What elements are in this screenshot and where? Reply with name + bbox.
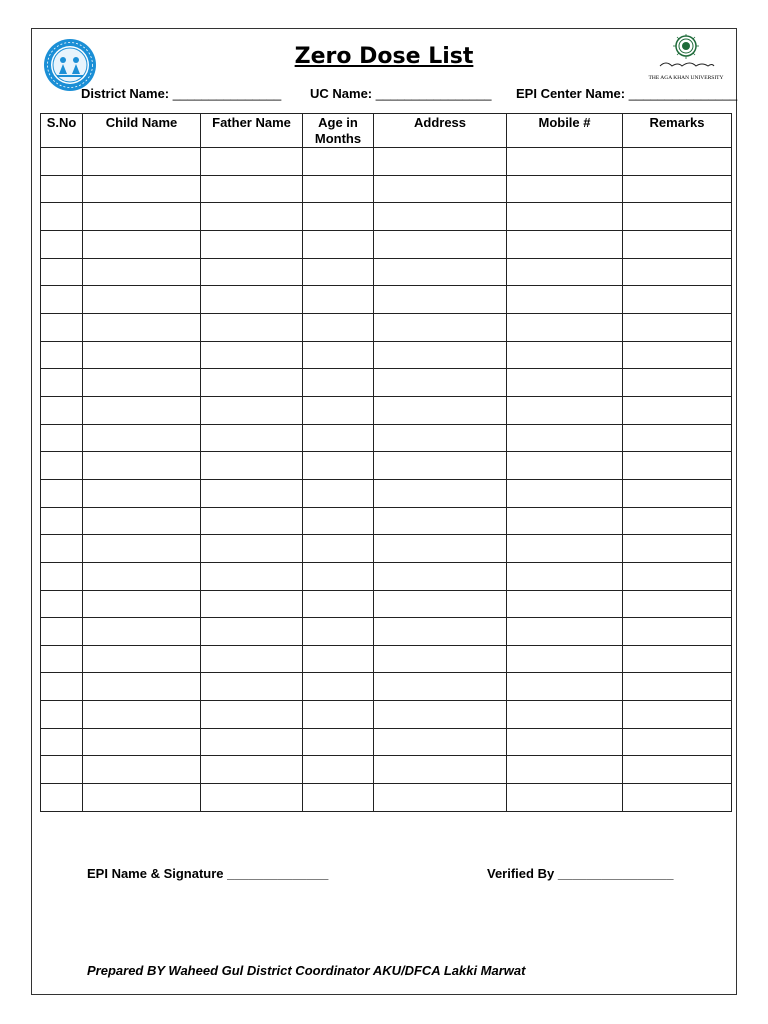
table-row [41, 507, 732, 535]
table-cell[interactable] [374, 756, 507, 784]
table-cell[interactable] [374, 618, 507, 646]
table-header-row [41, 114, 732, 148]
table-cell[interactable] [507, 258, 623, 286]
epi-center-label: EPI Center Name: [516, 86, 626, 101]
table-cell[interactable] [374, 175, 507, 203]
page-title: Zero Dose List [294, 44, 474, 69]
epi-signature-field[interactable] [87, 866, 328, 881]
col-header-mobile: Mobile # [507, 114, 623, 148]
table-cell[interactable] [303, 203, 374, 231]
table-cell[interactable] [83, 618, 201, 646]
table-cell[interactable] [303, 286, 374, 314]
table-cell[interactable] [41, 618, 83, 646]
table-cell[interactable] [41, 590, 83, 618]
table-cell[interactable] [41, 203, 83, 231]
table-cell[interactable] [507, 701, 623, 729]
table-cell[interactable] [374, 452, 507, 480]
verified-by-label: Verified By [487, 866, 555, 881]
table-row [41, 424, 732, 452]
table-cell[interactable] [41, 507, 83, 535]
table-cell[interactable] [507, 203, 623, 231]
zero-dose-table [40, 113, 732, 812]
table-cell[interactable] [303, 369, 374, 397]
table-cell[interactable] [507, 452, 623, 480]
table-cell[interactable] [201, 369, 303, 397]
table-body [41, 148, 732, 812]
table-cell[interactable] [374, 230, 507, 258]
table-cell[interactable] [303, 507, 374, 535]
table-cell[interactable] [41, 258, 83, 286]
table-cell[interactable] [623, 507, 732, 535]
col-header-age: Age in Months [303, 114, 374, 148]
table-cell[interactable] [303, 175, 374, 203]
table-row [41, 313, 732, 341]
table-cell[interactable] [303, 396, 374, 424]
table-cell[interactable] [623, 230, 732, 258]
table-cell[interactable] [83, 286, 201, 314]
table-cell[interactable] [623, 590, 732, 618]
table-cell[interactable] [41, 728, 83, 756]
table-cell[interactable] [507, 175, 623, 203]
table-cell[interactable] [83, 784, 201, 812]
table-cell[interactable] [41, 230, 83, 258]
table-cell[interactable] [623, 618, 732, 646]
table-cell[interactable] [374, 590, 507, 618]
table-row [41, 618, 732, 646]
table-cell[interactable] [41, 424, 83, 452]
table-cell[interactable] [623, 369, 732, 397]
table-row [41, 645, 732, 673]
table-cell[interactable] [83, 756, 201, 784]
table-cell[interactable] [83, 701, 201, 729]
table-cell[interactable] [507, 424, 623, 452]
table-cell[interactable] [83, 230, 201, 258]
table-cell[interactable] [623, 535, 732, 563]
table-row [41, 479, 732, 507]
table-cell[interactable] [201, 562, 303, 590]
table-cell[interactable] [303, 673, 374, 701]
table-cell[interactable] [201, 645, 303, 673]
table-cell[interactable] [83, 313, 201, 341]
table-cell[interactable] [303, 756, 374, 784]
table-cell[interactable] [83, 396, 201, 424]
table-cell[interactable] [374, 728, 507, 756]
table-cell[interactable] [623, 258, 732, 286]
table-cell[interactable] [201, 452, 303, 480]
table-cell[interactable] [201, 590, 303, 618]
table-cell[interactable] [374, 507, 507, 535]
table-cell[interactable] [303, 424, 374, 452]
table-cell[interactable] [303, 479, 374, 507]
table-cell[interactable] [41, 701, 83, 729]
table-cell[interactable] [623, 341, 732, 369]
table-cell[interactable] [507, 728, 623, 756]
table-cell[interactable] [374, 313, 507, 341]
table-cell[interactable] [201, 230, 303, 258]
col-header-child-name: Child Name [83, 114, 201, 148]
table-cell[interactable] [374, 148, 507, 176]
epi-center-field[interactable] [516, 86, 737, 101]
table-row [41, 341, 732, 369]
table-cell[interactable] [374, 424, 507, 452]
table-cell[interactable] [507, 784, 623, 812]
table-cell[interactable] [507, 313, 623, 341]
table-cell[interactable] [41, 396, 83, 424]
table-cell[interactable] [201, 535, 303, 563]
col-header-address: Address [374, 114, 507, 148]
table-cell[interactable] [623, 701, 732, 729]
table-cell[interactable] [201, 396, 303, 424]
table-cell[interactable] [507, 590, 623, 618]
table-cell[interactable] [41, 645, 83, 673]
table-cell[interactable] [374, 369, 507, 397]
table-cell[interactable] [507, 479, 623, 507]
table-cell[interactable] [201, 286, 303, 314]
uc-name-field[interactable] [310, 86, 491, 101]
table-cell[interactable] [374, 341, 507, 369]
epi-signature-label: EPI Name & Signature [87, 866, 224, 881]
table-row [41, 590, 732, 618]
table-cell[interactable] [507, 535, 623, 563]
table-row [41, 230, 732, 258]
table-cell[interactable] [83, 673, 201, 701]
table-cell[interactable] [83, 562, 201, 590]
table-cell[interactable] [374, 673, 507, 701]
table-cell[interactable] [303, 535, 374, 563]
table-cell[interactable] [83, 341, 201, 369]
col-header-father-name: Father Name [201, 114, 303, 148]
table-cell[interactable] [374, 535, 507, 563]
table-row [41, 535, 732, 563]
table-cell[interactable] [623, 645, 732, 673]
table-cell[interactable] [623, 175, 732, 203]
table-cell[interactable] [623, 479, 732, 507]
table-row [41, 728, 732, 756]
table-cell[interactable] [41, 369, 83, 397]
table-cell[interactable] [303, 618, 374, 646]
table-cell[interactable] [41, 756, 83, 784]
table-cell[interactable] [623, 728, 732, 756]
table-cell[interactable] [374, 258, 507, 286]
table-cell[interactable] [83, 148, 201, 176]
table-cell[interactable] [374, 701, 507, 729]
table-cell[interactable] [83, 507, 201, 535]
table-cell[interactable] [201, 507, 303, 535]
table-cell[interactable] [303, 701, 374, 729]
table-cell[interactable] [41, 313, 83, 341]
table-cell[interactable] [623, 396, 732, 424]
table-cell[interactable] [507, 369, 623, 397]
epi-center-blank[interactable]: _______________ [628, 86, 738, 101]
verified-by-blank[interactable]: ________________ [557, 866, 674, 881]
table-cell[interactable] [201, 175, 303, 203]
table-cell[interactable] [83, 369, 201, 397]
table-row [41, 258, 732, 286]
table-cell[interactable] [201, 673, 303, 701]
table-cell[interactable] [623, 286, 732, 314]
table-cell[interactable] [623, 756, 732, 784]
table-row [41, 148, 732, 176]
table-row [41, 286, 732, 314]
table-cell[interactable] [201, 148, 303, 176]
table-cell[interactable] [374, 645, 507, 673]
table-cell[interactable] [374, 784, 507, 812]
uc-name-label: UC Name: [310, 86, 373, 101]
table-cell[interactable] [41, 535, 83, 563]
table-cell[interactable] [623, 313, 732, 341]
table-cell[interactable] [83, 258, 201, 286]
table-cell[interactable] [507, 230, 623, 258]
table-cell[interactable] [83, 728, 201, 756]
table-cell[interactable] [303, 313, 374, 341]
table-cell[interactable] [507, 618, 623, 646]
table-cell[interactable] [303, 258, 374, 286]
table-cell[interactable] [41, 148, 83, 176]
table-row [41, 562, 732, 590]
table-cell[interactable] [623, 452, 732, 480]
table-cell[interactable] [201, 618, 303, 646]
table-cell[interactable] [507, 286, 623, 314]
table-cell[interactable] [374, 479, 507, 507]
table-cell[interactable] [83, 645, 201, 673]
table-cell[interactable] [201, 756, 303, 784]
table-cell[interactable] [374, 203, 507, 231]
table-cell[interactable] [623, 424, 732, 452]
table-cell[interactable] [83, 452, 201, 480]
table-cell[interactable] [303, 784, 374, 812]
table-row [41, 203, 732, 231]
table-cell[interactable] [507, 148, 623, 176]
district-name-field[interactable] [81, 86, 281, 101]
table-cell[interactable] [41, 175, 83, 203]
table-row [41, 452, 732, 480]
col-header-remarks: Remarks [623, 114, 732, 148]
table-cell[interactable] [41, 673, 83, 701]
table-cell[interactable] [507, 673, 623, 701]
table-cell[interactable] [83, 590, 201, 618]
table-cell[interactable] [303, 590, 374, 618]
table-cell[interactable] [201, 258, 303, 286]
table-cell[interactable] [41, 286, 83, 314]
table-cell[interactable] [623, 784, 732, 812]
table-row [41, 784, 732, 812]
table-cell[interactable] [83, 479, 201, 507]
table-cell[interactable] [41, 562, 83, 590]
table-cell[interactable] [201, 313, 303, 341]
table-cell[interactable] [507, 396, 623, 424]
table-cell[interactable] [374, 562, 507, 590]
table-cell[interactable] [201, 784, 303, 812]
table-row [41, 175, 732, 203]
table-cell[interactable] [303, 452, 374, 480]
table-cell[interactable] [507, 341, 623, 369]
prepared-by-footer: Prepared BY Waheed Gul District Coordinator AKU/DFCA Lakki Marwat [87, 963, 526, 978]
table-cell[interactable] [201, 341, 303, 369]
table-cell[interactable] [303, 645, 374, 673]
table-row [41, 396, 732, 424]
district-name-label: District Name: [81, 86, 170, 101]
table-row [41, 369, 732, 397]
table-cell[interactable] [201, 701, 303, 729]
table-cell[interactable] [623, 673, 732, 701]
table-row [41, 756, 732, 784]
col-header-sno: S.No [41, 114, 83, 148]
table-cell[interactable] [41, 479, 83, 507]
table-cell[interactable] [374, 396, 507, 424]
table-cell[interactable] [623, 203, 732, 231]
table-row [41, 673, 732, 701]
table-cell[interactable] [303, 341, 374, 369]
table-cell[interactable] [623, 562, 732, 590]
table-cell[interactable] [83, 175, 201, 203]
table-cell[interactable] [83, 203, 201, 231]
table-cell[interactable] [374, 286, 507, 314]
table-cell[interactable] [201, 728, 303, 756]
table-cell[interactable] [507, 562, 623, 590]
uc-name-blank[interactable]: ________________ [375, 86, 492, 101]
table-cell[interactable] [41, 452, 83, 480]
aku-logo-text: THE AGA KHAN UNIVERSITY [648, 75, 724, 81]
table-cell[interactable] [623, 148, 732, 176]
table-cell[interactable] [201, 203, 303, 231]
district-name-blank[interactable]: _______________ [172, 86, 282, 101]
table-cell[interactable] [507, 756, 623, 784]
table-cell[interactable] [303, 728, 374, 756]
table-cell[interactable] [507, 645, 623, 673]
epi-signature-blank[interactable]: ______________ [227, 866, 329, 881]
table-cell[interactable] [41, 341, 83, 369]
table-row [41, 701, 732, 729]
table-cell[interactable] [507, 507, 623, 535]
table-cell[interactable] [303, 148, 374, 176]
table-cell[interactable] [303, 230, 374, 258]
table-cell[interactable] [83, 535, 201, 563]
verified-by-field[interactable] [487, 866, 674, 881]
table-cell[interactable] [303, 562, 374, 590]
table-cell[interactable] [201, 479, 303, 507]
table-cell[interactable] [83, 424, 201, 452]
table-cell[interactable] [201, 424, 303, 452]
table-cell[interactable] [41, 784, 83, 812]
